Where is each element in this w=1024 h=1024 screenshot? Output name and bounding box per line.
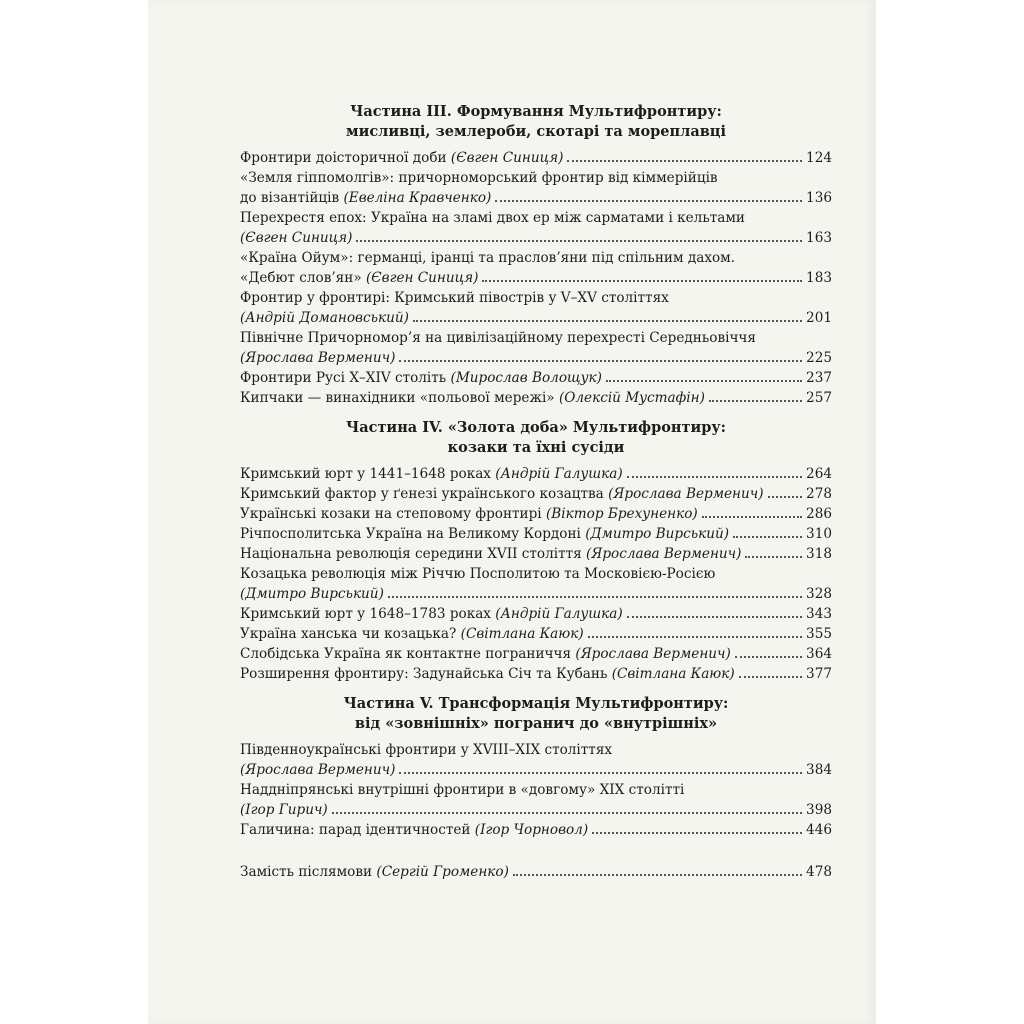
afterword-entry <box>240 862 832 882</box>
entry-page-number: 478 <box>806 864 832 880</box>
toc-entry <box>240 248 832 288</box>
entry-title-line: Козацька революція між Річчю Посполитою та Московією-Росією <box>240 566 716 582</box>
entry-title: Кримський юрт у 1441–1648 роках <box>240 466 491 482</box>
dot-leader <box>735 656 802 658</box>
entry-author: (Ігор Гирич) <box>240 802 328 818</box>
entry-author: (Світлана Каюк) <box>460 626 584 642</box>
entry-page-number: 286 <box>806 506 832 522</box>
entry-page-number: 257 <box>806 390 832 406</box>
toc-entry <box>240 388 832 408</box>
dot-leader <box>513 874 802 876</box>
toc-entry <box>240 624 832 644</box>
dot-leader <box>399 360 802 362</box>
entry-title: Україна ханська чи козацька? <box>240 626 457 642</box>
toc-entry <box>240 544 832 564</box>
part-heading <box>240 102 832 142</box>
entry-page-number: 124 <box>806 150 832 166</box>
entry-title: Слобідська Україна як контактне пограниччя <box>240 646 572 662</box>
entry-title-line: Південноукраїнські фронтири у XVIII–XIX століттях <box>240 742 613 758</box>
toc-entry <box>240 288 832 328</box>
entry-page-number: 364 <box>806 646 832 662</box>
part-heading <box>240 418 832 458</box>
entry-title: Кипчаки — винахідники «польової мережі» <box>240 390 555 406</box>
part-3 <box>240 102 832 408</box>
entry-author: (Євген Синиця) <box>240 230 353 246</box>
entry-author: (Ярослава Верменич) <box>240 350 396 366</box>
toc-entry <box>240 464 832 484</box>
entry-author: (Андрій Галушка) <box>495 606 623 622</box>
part-heading-line1: Частина ІІІ. Формування Мультифронтиру: <box>350 103 722 120</box>
entry-author: (Світлана Каюк) <box>611 666 735 682</box>
entry-title: Національна революція середини XVII століття <box>240 546 582 562</box>
entry-author: (Дмитро Вирський) <box>240 586 384 602</box>
entry-author: (Віктор Брехуненко) <box>545 506 698 522</box>
dot-leader <box>588 636 802 638</box>
entry-author: (Євген Синиця) <box>365 270 479 286</box>
entry-author: (Ігор Чорновол) <box>474 822 589 838</box>
toc-entry <box>240 148 832 168</box>
part-heading-line2: від «зовнішніх» погранич до «внутрішніх» <box>354 715 718 732</box>
dot-leader <box>495 200 802 202</box>
dot-leader <box>627 476 802 478</box>
dot-leader <box>356 240 802 242</box>
part-heading <box>240 694 832 734</box>
entry-author: (Ярослава Верменич) <box>575 646 731 662</box>
entry-page-number: 201 <box>806 310 832 326</box>
entry-title: Фронтири доісторичної доби <box>240 150 447 166</box>
entry-title: до візантійців <box>240 190 340 206</box>
entry-author: (Дмитро Вирський) <box>585 526 730 542</box>
dot-leader <box>388 596 802 598</box>
dot-leader <box>399 772 802 774</box>
entry-page-number: 328 <box>806 586 832 602</box>
dot-leader <box>567 160 802 162</box>
entry-page-number: 310 <box>806 526 832 542</box>
entry-author: (Олексій Мустафін) <box>558 390 705 406</box>
toc-entry <box>240 504 832 524</box>
part-5 <box>240 694 832 840</box>
entry-title-line: Наддніпрянські внутрішні фронтири в «довгому» XIX столітті <box>240 782 685 798</box>
part-heading-line1: Частина V. Трансформація Мультифронтиру: <box>343 695 729 712</box>
entry-page-number: 183 <box>806 270 832 286</box>
entry-author: (Євген Синиця) <box>450 150 564 166</box>
entry-title: Галичина: парад ідентичностей <box>240 822 471 838</box>
toc-entry <box>240 328 832 368</box>
dot-leader <box>606 380 802 382</box>
entry-title: Річпосполитська Україна на Великому Кордоні <box>240 526 581 542</box>
part-heading-line2: мисливці, землероби, скотарі та мореплавці <box>345 123 727 140</box>
entry-page-number: 398 <box>806 802 832 818</box>
entry-author: (Андрій Домановський) <box>240 310 409 326</box>
entry-page-number: 225 <box>806 350 832 366</box>
entry-page-number: 446 <box>806 822 832 838</box>
part-heading-line1: Частина IV. «Золота доба» Мультифронтиру: <box>345 419 727 436</box>
dot-leader <box>733 536 802 538</box>
toc-entry <box>240 644 832 664</box>
entry-title: Українські козаки на степовому фронтирі <box>240 506 542 522</box>
entry-title: Розширення фронтиру: Задунайська Січ та Кубань <box>240 666 608 682</box>
entry-author: (Ярослава Верменич) <box>240 762 396 778</box>
entry-title-line: «Країна Ойум»: германці, іранці та праслов’яни під спільним дахом. <box>240 250 736 266</box>
entry-author: (Андрій Галушка) <box>495 466 623 482</box>
toc-entry <box>240 208 832 248</box>
entry-page-number: 264 <box>806 466 832 482</box>
entry-page-number: 384 <box>806 762 832 778</box>
entry-page-number: 278 <box>806 486 832 502</box>
entry-title: Кримський фактор у ґенезі українського козацтва <box>240 486 604 502</box>
entry-author: (Ярослава Верменич) <box>608 486 764 502</box>
dot-leader <box>739 676 802 678</box>
entry-author: (Сергій Громенко) <box>376 864 509 880</box>
toc-entry <box>240 604 832 624</box>
entry-page-number: 318 <box>806 546 832 562</box>
toc-entry <box>240 740 832 780</box>
entry-title: Фронтири Русі X–XIV століть <box>240 370 447 386</box>
entry-title-line: Перехрестя епох: Україна на зламі двох ер між сарматами і кельтами <box>240 210 745 226</box>
dot-leader <box>332 812 802 814</box>
toc-entry <box>240 564 832 604</box>
entry-page-number: 163 <box>806 230 832 246</box>
entry-title-line: «Земля гіппомолгів»: причорноморський фронтир від кіммерійців <box>240 170 718 186</box>
entry-author: (Евеліна Кравченко) <box>343 190 492 206</box>
dot-leader <box>413 320 802 322</box>
dot-leader <box>709 400 802 402</box>
toc-entry <box>240 820 832 840</box>
toc-entry <box>240 168 832 208</box>
dot-leader <box>482 280 802 282</box>
toc-entry <box>240 524 832 544</box>
toc-entry <box>240 664 832 684</box>
part-heading-line2: козаки та їхні сусіди <box>447 439 625 456</box>
toc-entry <box>240 780 832 820</box>
toc-entry <box>240 484 832 504</box>
entry-page-number: 355 <box>806 626 832 642</box>
entry-title: Кримський юрт у 1648–1783 роках <box>240 606 491 622</box>
table-of-contents <box>240 102 832 882</box>
entry-title: «Дебют слов’ян» <box>240 270 362 286</box>
entry-title: Замість післямови <box>240 864 373 880</box>
part-4 <box>240 418 832 684</box>
entry-title-line: Північне Причорномор’я на цивілізаційному перехресті Середньовіччя <box>240 330 756 346</box>
toc-entry <box>240 368 832 388</box>
dot-leader <box>745 556 802 558</box>
entry-page-number: 343 <box>806 606 832 622</box>
dot-leader <box>592 832 802 834</box>
entry-page-number: 377 <box>806 666 832 682</box>
entry-author: (Ярослава Верменич) <box>586 546 742 562</box>
entry-page-number: 136 <box>806 190 832 206</box>
entry-title-line: Фронтир у фронтирі: Кримський півострів у V–XV століттях <box>240 290 669 306</box>
dot-leader <box>702 516 802 518</box>
dot-leader <box>768 496 803 498</box>
entry-author: (Мирослав Волощук) <box>450 370 602 386</box>
entry-page-number: 237 <box>806 370 832 386</box>
dot-leader <box>627 616 802 618</box>
